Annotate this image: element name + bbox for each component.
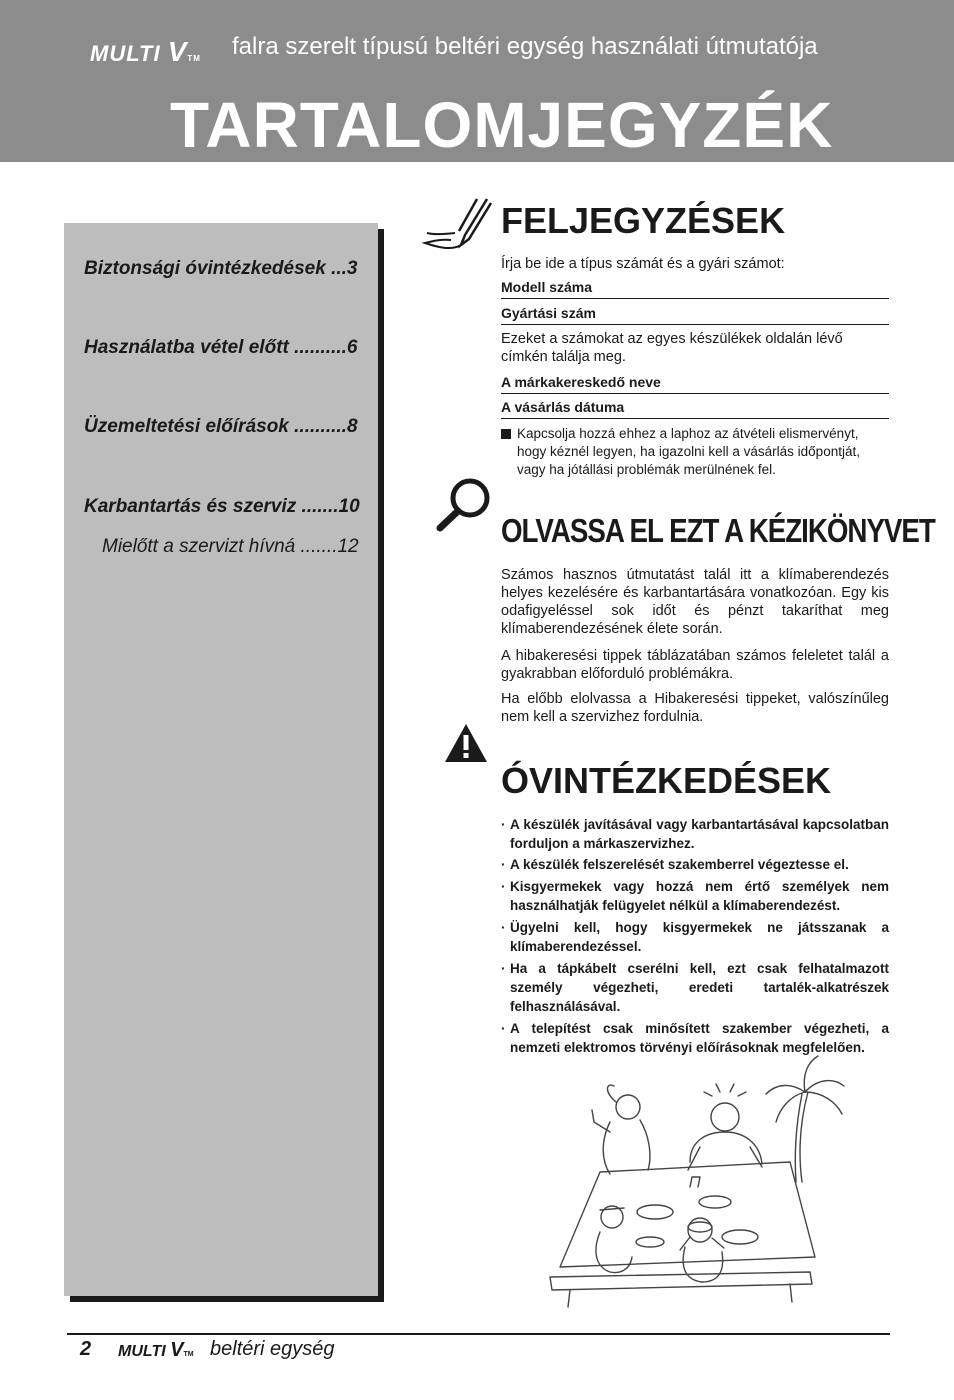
footer-brand-logo: MULTI VTM: [118, 1339, 194, 1361]
notes-intro: Írja be ide a típus számát és a gyári számot:: [501, 256, 785, 272]
notes-title: FELJEGYZÉSEK: [501, 200, 786, 241]
page-number: 2: [80, 1338, 92, 1360]
brand-logo: MULTI VTM: [90, 36, 201, 67]
manual-subtitle: falra szerelt típusú beltéri egység használati útmutatója: [232, 33, 818, 60]
precaution-item: · A telepítést csak minősített szakember végezheti, a nemzeti elektromos törvényi előírásoknak megfelelően.: [501, 1021, 889, 1055]
warning-icon: [443, 722, 489, 769]
toc-item-safety[interactable]: Biztonsági óvintézkedések ...3: [84, 258, 358, 279]
page-title: TARTALOMJEGYZÉK: [170, 89, 834, 161]
precaution-item: · Ügyelni kell, hogy kisgyermekek ne játsszanak a klímaberendezéssel.: [501, 920, 889, 954]
toc-item-operation[interactable]: Üzemeltetési előírások ..........8: [84, 416, 358, 437]
toc-item-before-use[interactable]: Használatba vétel előtt ..........6: [84, 337, 358, 358]
precaution-item: · Ha a tápkábelt cserélni kell, ezt csak felhatalmazott személy végezheti, eredeti tartalék-alkatrészek felhasználásával.: [501, 961, 889, 1014]
precautions-title: ÓVINTÉZKEDÉSEK: [501, 760, 832, 801]
read-paragraph-1: Számos hasznos útmutatást talál itt a klímaberendezés helyes kezelésére és karbantartására vonatkozóan. Egy kis odafigyeléssel sok időt és pénzt takaríthat meg klímaberendezésének élete során.: [501, 567, 889, 637]
read-manual-title: OLVASSA EL EZT A KÉZIKÖNYVET: [501, 512, 935, 549]
purchase-date-field[interactable]: A vásárlás dátuma: [501, 399, 889, 419]
pen-icon: [421, 197, 493, 260]
precaution-item: · Kisgyermekek vagy hozzá nem értő személyek nem használhatják felügyelet nélkül a klímaberendezést.: [501, 879, 889, 913]
page-header: [0, 0, 954, 162]
model-number-field[interactable]: Modell száma: [501, 279, 889, 299]
footer-rule: [67, 1333, 890, 1335]
footer-label: beltéri egység: [210, 1338, 335, 1360]
receipt-note: Kapcsolja hozzá ehhez a laphoz az átvételi elismervényt, hogy kéznél legyen, ha igazolni kell a vásárlás időpontját, vagy ha jótállási problémák merülnének fel.: [501, 425, 889, 479]
precaution-item: · A készülék javításával vagy karbantartásával kapcsolatban forduljon a márkaszervizhez.: [501, 817, 889, 851]
toc-item-before-service[interactable]: Mielőtt a szervizt hívná .......12: [102, 536, 359, 557]
toc-item-maintenance[interactable]: Karbantartás és szerviz .......10: [84, 496, 360, 517]
magnifier-icon: [434, 476, 494, 539]
read-paragraph-3: Ha előbb elolvassa a Hibakeresési tippeket, valószínűleg nem kell a szervizhez fordulnia.: [501, 691, 889, 725]
read-paragraph-2: A hibakeresési tippek táblázatában számos feleletet talál a gyakrabban előforduló problémákra.: [501, 648, 889, 682]
table-of-contents: [64, 223, 378, 1296]
precaution-item: · A készülék felszerelését szakemberrel végeztesse el.: [501, 857, 849, 872]
dealer-name-field[interactable]: A márkakereskedő neve: [501, 374, 889, 394]
label-location-text: Ezeket a számokat az egyes készülékek oldalán lévő címkén találja meg.: [501, 331, 843, 365]
family-picnic-illustration: [540, 1052, 850, 1317]
serial-number-field[interactable]: Gyártási szám: [501, 305, 889, 325]
square-bullet-icon: [501, 429, 511, 439]
